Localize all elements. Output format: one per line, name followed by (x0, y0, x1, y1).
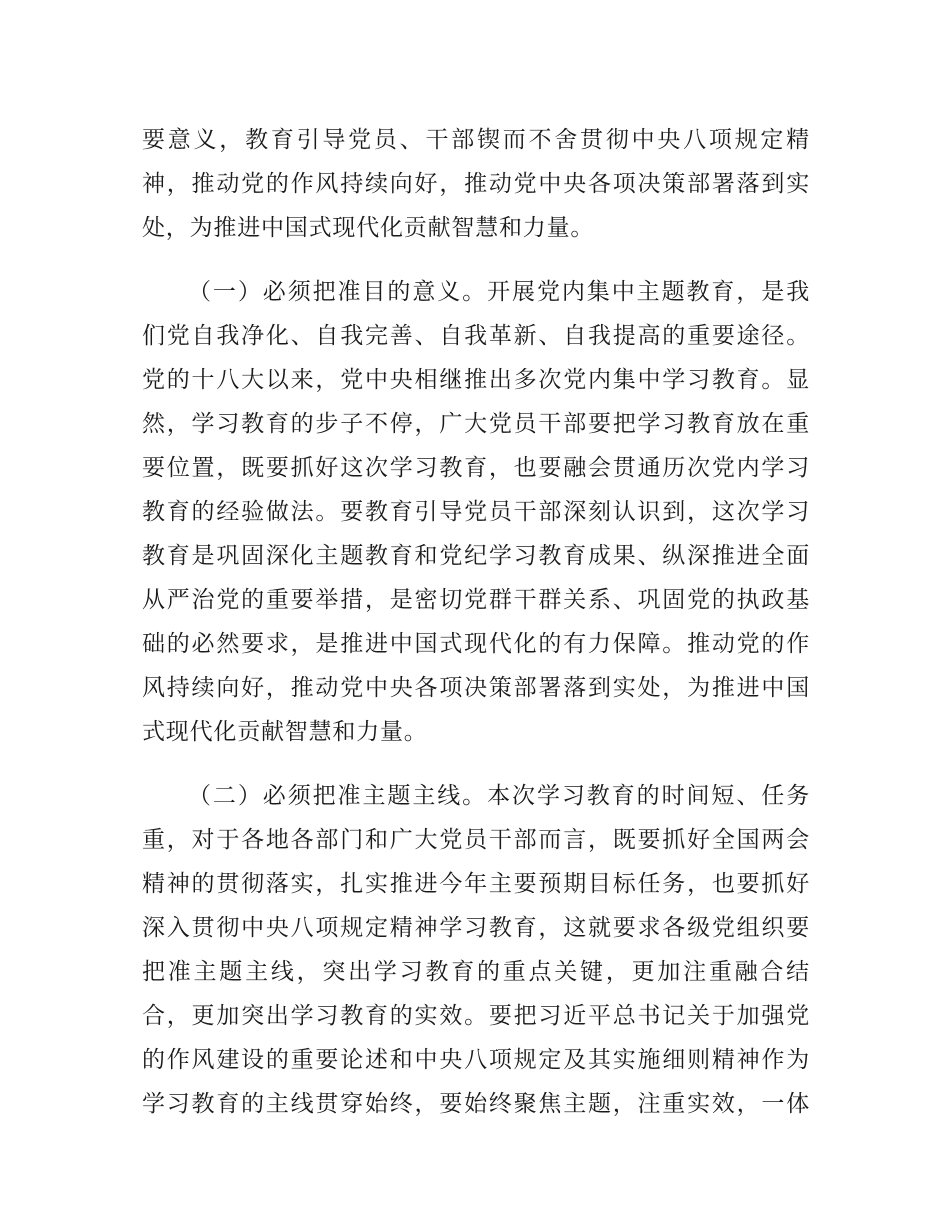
text-line: 处，为推进中国式现代化贡献智慧和力量。 (142, 215, 595, 241)
text-line: 神，推动党的作风持续向好，推动党中央各项决策部署落到实 (142, 171, 810, 197)
text-line: 合，更加突出学习教育的实效。要把习近平总书记关于加强党 (142, 1003, 810, 1029)
text-line: 们党自我净化、自我完善、自我革新、自我提高的重要途径。 (142, 323, 810, 349)
text-line: 的作风建设的重要论述和中央八项规定及其实施细则精神作为 (142, 1047, 810, 1073)
text-line: 把准主题主线，突出学习教育的重点关键，更加注重融合结 (142, 959, 810, 985)
paragraph-intro (142, 118, 810, 250)
text-line: （二）必须把准主题主线。本次学习教育的时间短、任务 (188, 783, 810, 809)
text-line: 础的必然要求，是推进中国式现代化的有力保障。推动党的作 (142, 631, 810, 657)
text-line: 要意义，教育引导党员、干部锲而不舍贯彻中央八项规定精 (142, 127, 810, 153)
text-line: 精神的贯彻落实，扎实推进今年主要预期目标任务，也要抓好 (142, 871, 810, 897)
text-line: 教育的经验做法。要教育引导党员干部深刻认识到，这次学习 (142, 499, 810, 525)
text-line: 深入贯彻中央八项规定精神学习教育，这就要求各级党组织要 (142, 915, 810, 941)
text-line: 重，对于各地各部门和广大党员干部而言，既要抓好全国两会 (142, 827, 810, 853)
text-line: 要位置，既要抓好这次学习教育，也要融会贯通历次党内学习 (142, 455, 810, 481)
paragraph-section-2 (142, 774, 810, 1126)
document-body (142, 118, 810, 1146)
text-line: 党的十八大以来，党中央相继推出多次党内集中学习教育。显 (142, 367, 810, 393)
text-line: 学习教育的主线贯穿始终，要始终聚焦主题，注重实效，一体 (142, 1091, 810, 1117)
text-line: 然，学习教育的步子不停，广大党员干部要把学习教育放在重 (142, 411, 810, 437)
text-line: 式现代化贡献智慧和力量。 (142, 719, 428, 745)
paragraph-section-1 (142, 270, 810, 754)
text-line: （一）必须把准目的意义。开展党内集中主题教育，是我 (188, 279, 810, 305)
text-line: 风持续向好，推动党中央各项决策部署落到实处，为推进中国 (142, 675, 810, 701)
text-line: 教育是巩固深化主题教育和党纪学习教育成果、纵深推进全面 (142, 543, 810, 569)
text-line: 从严治党的重要举措，是密切党群干群关系、巩固党的执政基 (142, 587, 810, 613)
